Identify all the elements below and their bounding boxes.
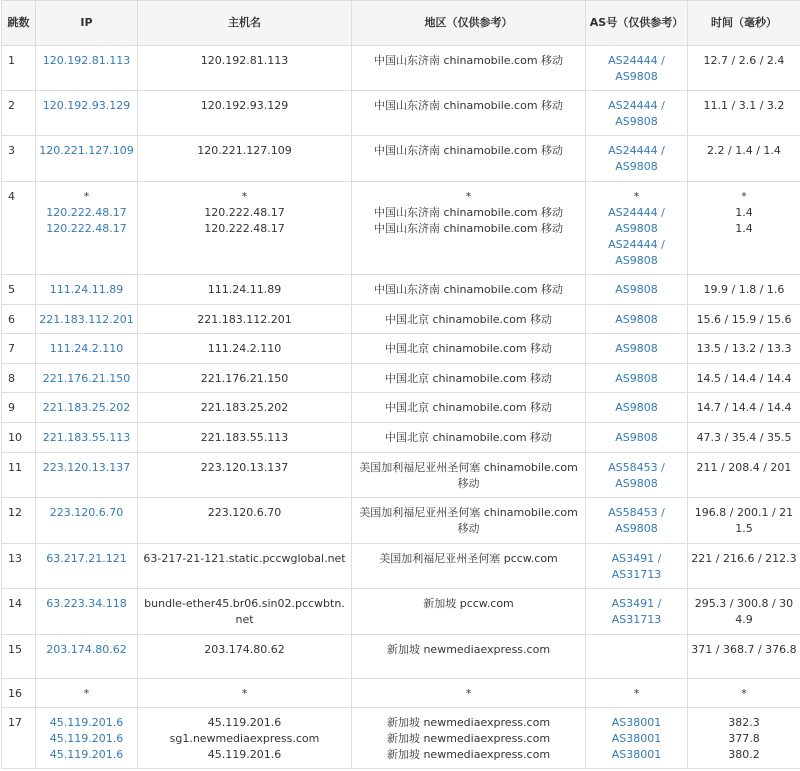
as-link[interactable]: AS9808 <box>615 431 658 444</box>
ip-cell <box>36 364 138 393</box>
as-cell <box>586 708 688 769</box>
region-text: 中国山东济南 chinamobile.com 移动 <box>373 54 564 67</box>
as-cell <box>586 393 688 423</box>
hop-number: 16 <box>2 679 36 708</box>
region-cell <box>352 334 586 364</box>
hop-number: 4 <box>2 182 36 275</box>
region-cell <box>352 364 586 393</box>
time-cell <box>688 275 800 305</box>
header-hop: 跳数 <box>2 1 36 46</box>
ip-link[interactable]: 221.183.25.202 <box>42 401 131 414</box>
time-cell <box>688 635 800 679</box>
region-cell <box>352 453 586 498</box>
ip-cell <box>36 423 138 453</box>
hostname-cell <box>138 423 352 453</box>
ip-link[interactable]: 221.183.55.113 <box>42 431 131 444</box>
hop-number: 6 <box>2 305 36 334</box>
time-text: 1.4 <box>735 206 753 219</box>
hostname-cell <box>138 453 352 498</box>
hop-number: 3 <box>2 136 36 182</box>
hostname-cell <box>138 708 352 769</box>
time-cell <box>688 364 800 393</box>
region-text: 新加坡 pccw.com <box>423 597 514 610</box>
time-text: * <box>741 687 747 700</box>
ip-cell <box>36 453 138 498</box>
ip-cell <box>36 544 138 589</box>
header-hostname: 主机名 <box>138 1 352 46</box>
region-cell <box>352 182 586 275</box>
time-cell <box>688 91 800 136</box>
region-cell <box>352 544 586 589</box>
hostname-text: 45.119.201.6 <box>207 748 282 761</box>
as-link[interactable]: AS58453 / <box>608 506 665 519</box>
time-cell <box>688 453 800 498</box>
as-link[interactable]: AS24444 / <box>608 99 665 112</box>
time-cell <box>688 498 800 544</box>
time-cell <box>688 708 800 769</box>
region-cell <box>352 423 586 453</box>
time-cell <box>688 423 800 453</box>
ip-link[interactable]: 120.192.81.113 <box>42 54 131 67</box>
header-as: AS号（仅供参考） <box>586 1 688 46</box>
hostname-cell <box>138 275 352 305</box>
as-cell <box>586 679 688 708</box>
ip-link[interactable]: 120.192.93.129 <box>42 99 131 112</box>
as-link[interactable]: AS9808 <box>615 70 658 83</box>
hop-number: 7 <box>2 334 36 364</box>
hostname-cell <box>138 46 352 91</box>
hostname-text: 221.176.21.150 <box>200 372 289 385</box>
time-cell <box>688 589 800 635</box>
as-cell <box>586 91 688 136</box>
region-text: 美国加利福尼亚州圣何塞 pccw.com <box>379 552 558 565</box>
time-text: 15.6 / 15.9 / 15.6 <box>696 313 792 326</box>
region-text: 中国北京 chinamobile.com 移动 <box>384 372 553 385</box>
hostname-text: * <box>241 687 248 700</box>
ip-cell <box>36 46 138 91</box>
time-text: * <box>741 190 747 203</box>
as-link[interactable]: AS38001 <box>611 716 662 729</box>
as-cell <box>586 589 688 635</box>
time-cell <box>688 679 800 708</box>
ip-link[interactable]: 120.221.127.109 <box>39 144 134 157</box>
as-cell <box>586 453 688 498</box>
hostname-cell <box>138 136 352 182</box>
hostname-text: 45.119.201.6 <box>207 716 282 729</box>
region-cell <box>352 275 586 305</box>
as-cell <box>586 498 688 544</box>
as-link[interactable]: AS38001 <box>611 732 662 745</box>
hostname-text: 221.183.112.201 <box>197 313 292 326</box>
time-cell <box>688 136 800 182</box>
time-text: 13.5 / 13.2 / 13.3 <box>696 342 792 355</box>
region-text: 新加坡 newmediaexpress.com <box>386 716 551 729</box>
time-text: 2.2 / 1.4 / 1.4 <box>707 144 781 157</box>
hostname-cell <box>138 364 352 393</box>
hostname-text: 63-217-21-121.static.pccwglobal.net <box>143 552 346 565</box>
time-text: 377.8 <box>728 732 760 745</box>
ip-link[interactable]: 45.119.201.6 <box>49 732 124 745</box>
as-cell <box>586 305 688 334</box>
table-row <box>2 275 800 305</box>
ip-link[interactable]: 221.183.112.201 <box>39 313 134 326</box>
header-region: 地区（仅供参考） <box>352 1 586 46</box>
region-cell <box>352 679 586 708</box>
as-link: * <box>633 687 640 700</box>
as-cell <box>586 423 688 453</box>
time-text: 12.7 / 2.6 / 2.4 <box>703 54 785 67</box>
hop-number: 13 <box>2 544 36 589</box>
time-text: 211 / 208.4 / 201 <box>696 461 792 474</box>
hostname-text: 221.183.55.113 <box>200 431 289 444</box>
as-link[interactable]: AS24444 / <box>608 206 665 219</box>
ip-link: * <box>83 190 90 203</box>
table-row <box>2 364 800 393</box>
as-link[interactable]: AS9808 <box>615 522 658 535</box>
as-link[interactable]: AS9808 <box>615 160 658 173</box>
hostname-text: 111.24.11.89 <box>207 283 282 296</box>
hostname-text: 221.183.25.202 <box>200 401 289 414</box>
table-body <box>2 46 800 769</box>
hostname-cell <box>138 635 352 679</box>
hostname-cell <box>138 334 352 364</box>
time-cell <box>688 544 800 589</box>
table-row <box>2 182 800 275</box>
as-cell <box>586 544 688 589</box>
as-link[interactable]: AS9808 <box>615 283 658 296</box>
region-text: * <box>465 190 472 203</box>
as-link[interactable]: AS24444 / <box>608 144 665 157</box>
region-cell <box>352 305 586 334</box>
hop-number: 15 <box>2 635 36 679</box>
region-text: 中国北京 chinamobile.com 移动 <box>384 313 553 326</box>
region-text: 中国山东济南 chinamobile.com 移动 <box>373 99 564 112</box>
hop-number: 11 <box>2 453 36 498</box>
region-cell <box>352 46 586 91</box>
ip-cell <box>36 679 138 708</box>
hop-number: 10 <box>2 423 36 453</box>
ip-cell <box>36 334 138 364</box>
table-row <box>2 708 800 769</box>
ip-link[interactable]: 45.119.201.6 <box>49 716 124 729</box>
as-link[interactable]: AS9808 <box>615 342 658 355</box>
hop-number: 12 <box>2 498 36 544</box>
as-link[interactable]: AS38001 <box>611 748 662 761</box>
table-row <box>2 453 800 498</box>
time-text: 295.3 / 300.8 / 304.9 <box>694 597 794 626</box>
region-text: 美国加利福尼亚州圣何塞 chinamobile.com 移动 <box>359 506 578 535</box>
table-row <box>2 423 800 453</box>
hostname-cell <box>138 544 352 589</box>
time-text: 11.1 / 3.1 / 3.2 <box>703 99 785 112</box>
header-ip: IP <box>36 1 138 46</box>
as-cell <box>586 182 688 275</box>
table-row <box>2 393 800 423</box>
time-text: 14.5 / 14.4 / 14.4 <box>696 372 792 385</box>
time-cell <box>688 305 800 334</box>
ip-link[interactable]: 63.223.34.118 <box>46 597 127 610</box>
table-row <box>2 305 800 334</box>
as-cell <box>586 635 688 679</box>
hop-number: 5 <box>2 275 36 305</box>
time-text: 380.2 <box>728 748 760 761</box>
hostname-text: * <box>241 190 248 203</box>
time-text: 14.7 / 14.4 / 14.4 <box>696 401 792 414</box>
hostname-text: 120.221.127.109 <box>197 144 292 157</box>
region-cell <box>352 635 586 679</box>
hostname-text: 223.120.6.70 <box>207 506 282 519</box>
time-text: 382.3 <box>728 716 760 729</box>
ip-cell <box>36 635 138 679</box>
region-cell <box>352 91 586 136</box>
ip-link[interactable]: 45.119.201.6 <box>49 748 124 761</box>
as-link[interactable]: AS3491 / <box>611 597 662 610</box>
hostname-cell <box>138 589 352 635</box>
region-text: 中国山东济南 chinamobile.com 移动 <box>373 144 564 157</box>
ip-link: * <box>83 687 90 700</box>
ip-link[interactable]: 221.176.21.150 <box>42 372 131 385</box>
time-cell <box>688 334 800 364</box>
hop-number: 1 <box>2 46 36 91</box>
as-cell <box>586 364 688 393</box>
time-text: 47.3 / 35.4 / 35.5 <box>696 431 792 444</box>
as-link[interactable]: AS9808 <box>615 477 658 490</box>
region-cell <box>352 136 586 182</box>
region-text: 新加坡 newmediaexpress.com <box>386 643 551 656</box>
table-row <box>2 46 800 91</box>
ip-cell <box>36 136 138 182</box>
hostname-cell <box>138 305 352 334</box>
region-text: 新加坡 newmediaexpress.com <box>386 748 551 761</box>
hostname-cell <box>138 182 352 275</box>
region-cell <box>352 393 586 423</box>
hostname-text: 223.120.13.137 <box>200 461 289 474</box>
as-link[interactable]: AS9808 <box>615 222 658 235</box>
ip-link[interactable]: 223.120.6.70 <box>49 506 124 519</box>
as-link[interactable]: AS24444 / <box>608 54 665 67</box>
as-link[interactable]: AS9808 <box>615 372 658 385</box>
hostname-text: sg1.newmediaexpress.com <box>169 732 320 745</box>
as-link[interactable]: AS58453 / <box>608 461 665 474</box>
hop-number: 17 <box>2 708 36 769</box>
time-text: 19.9 / 1.8 / 1.6 <box>703 283 785 296</box>
hostname-text: bundle-ether45.br06.sin02.pccwbtn.net <box>144 597 345 626</box>
time-text: 196.8 / 200.1 / 211.5 <box>694 506 794 535</box>
hop-number: 14 <box>2 589 36 635</box>
time-text: 1.4 <box>735 222 753 235</box>
table-row <box>2 544 800 589</box>
hostname-cell <box>138 393 352 423</box>
hostname-text: 120.192.93.129 <box>200 99 289 112</box>
table-header-row <box>2 1 800 46</box>
region-cell <box>352 708 586 769</box>
region-text: * <box>465 687 472 700</box>
table-row <box>2 589 800 635</box>
region-text: 美国加利福尼亚州圣何塞 chinamobile.com 移动 <box>359 461 578 490</box>
as-cell <box>586 334 688 364</box>
time-cell <box>688 46 800 91</box>
table-row <box>2 91 800 136</box>
hop-number: 9 <box>2 393 36 423</box>
as-link[interactable]: AS9808 <box>615 254 658 267</box>
hostname-cell <box>138 91 352 136</box>
ip-link[interactable]: 203.174.80.62 <box>46 643 127 656</box>
table-row <box>2 136 800 182</box>
as-link[interactable]: AS3491 / <box>611 552 662 565</box>
traceroute-table <box>1 0 800 769</box>
as-cell <box>586 136 688 182</box>
as-link[interactable]: AS9808 <box>615 401 658 414</box>
ip-link[interactable]: 120.222.48.17 <box>46 222 127 235</box>
region-text: 中国山东济南 chinamobile.com 移动 <box>373 283 564 296</box>
time-cell <box>688 393 800 423</box>
region-cell <box>352 498 586 544</box>
as-link[interactable]: AS9808 <box>615 115 658 128</box>
time-text: 371 / 368.7 / 376.8 <box>691 643 797 656</box>
ip-cell <box>36 589 138 635</box>
ip-link[interactable]: 120.222.48.17 <box>46 206 127 219</box>
hostname-text: 120.222.48.17 <box>204 222 285 235</box>
ip-cell <box>36 393 138 423</box>
as-cell <box>586 46 688 91</box>
region-text: 中国北京 chinamobile.com 移动 <box>384 401 553 414</box>
hostname-text: 111.24.2.110 <box>207 342 282 355</box>
ip-cell <box>36 275 138 305</box>
time-text: 221 / 216.6 / 212.3 <box>691 552 797 565</box>
as-link[interactable]: AS9808 <box>615 313 658 326</box>
ip-cell <box>36 182 138 275</box>
as-link[interactable]: AS24444 / <box>608 238 665 251</box>
table-row <box>2 498 800 544</box>
header-time: 时间（毫秒） <box>688 1 800 46</box>
as-link: * <box>633 190 640 203</box>
time-cell <box>688 182 800 275</box>
as-link[interactable]: AS31713 <box>611 568 662 581</box>
hop-number: 2 <box>2 91 36 136</box>
region-text: 新加坡 newmediaexpress.com <box>386 732 551 745</box>
ip-cell <box>36 305 138 334</box>
hostname-cell <box>138 498 352 544</box>
table-row <box>2 679 800 708</box>
table-row <box>2 334 800 364</box>
hostname-text: 120.222.48.17 <box>204 206 285 219</box>
hostname-text: 120.192.81.113 <box>200 54 289 67</box>
hostname-text: 203.174.80.62 <box>204 643 285 656</box>
region-cell <box>352 589 586 635</box>
ip-link[interactable]: 111.24.11.89 <box>49 283 124 296</box>
hostname-cell <box>138 679 352 708</box>
ip-link[interactable]: 223.120.13.137 <box>42 461 131 474</box>
ip-cell <box>36 708 138 769</box>
hop-number: 8 <box>2 364 36 393</box>
as-link[interactable]: AS31713 <box>611 613 662 626</box>
ip-link[interactable]: 63.217.21.121 <box>46 552 127 565</box>
table-row <box>2 635 800 679</box>
ip-cell <box>36 91 138 136</box>
region-text: 中国北京 chinamobile.com 移动 <box>384 342 553 355</box>
ip-link[interactable]: 111.24.2.110 <box>49 342 124 355</box>
region-text: 中国北京 chinamobile.com 移动 <box>384 431 553 444</box>
region-text: 中国山东济南 chinamobile.com 移动 <box>373 206 564 219</box>
region-text: 中国山东济南 chinamobile.com 移动 <box>373 222 564 235</box>
as-cell <box>586 275 688 305</box>
ip-cell <box>36 498 138 544</box>
